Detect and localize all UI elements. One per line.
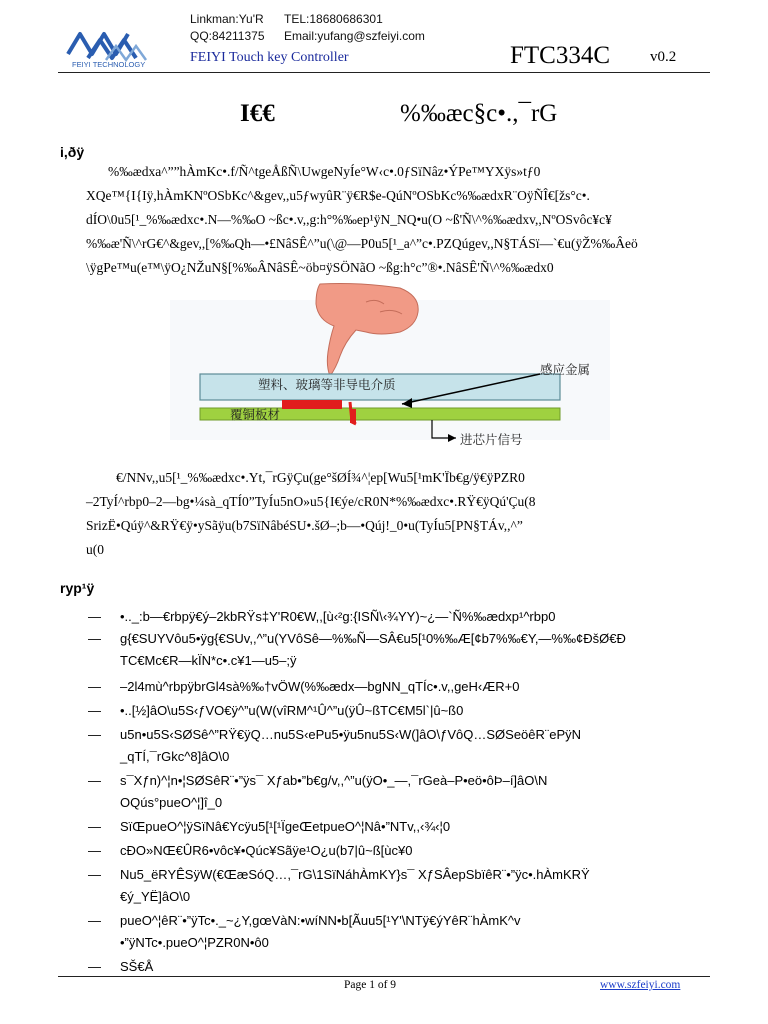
bullet-dash: —: [88, 609, 101, 624]
label-plastic-glass: 塑料、玻璃等非导电介质: [258, 377, 396, 392]
subtitle: FEIYI Touch key Controller: [190, 50, 349, 65]
label-metal: 感应金属: [540, 362, 591, 377]
footer-rule: [58, 976, 710, 977]
bullet-dash: —: [88, 843, 101, 858]
bullet-dash: —: [88, 727, 101, 742]
feature-item: •.._:b—€rbpÿ€ý–2kbRŸs‡Y'R0€W,,[ù‹²g:{ISÑ\‹¾YY)~¿—`Ñ%‰ædxp¹^rbp0: [120, 609, 556, 624]
tel-text: TEL:18680686301: [284, 12, 383, 26]
paragraph2-line: –2TyÍ^rbp0–2—bg•¼sà_qTÍ0”TyÍu5nO»u5{I€ýe/cR0N*%‰ædxc•.RŸ€ÿQú'Çu(8: [86, 494, 536, 509]
bullet-dash: —: [88, 913, 101, 928]
bullet-dash: —: [88, 703, 101, 718]
section1-line: XQe™{I{Iÿ,hÀmKNºOSbKc^&gev,,u5ƒwyûR¨ÿ€R$e-QúNºOSbKc%‰ædxR¨OÿÑÎ€[žs°c•.: [86, 188, 590, 203]
section1-heading: i,ðÿ: [60, 144, 85, 160]
feiyi-logo: [62, 24, 182, 74]
section1-line: %‰ædxa^””hÀmKc•.f/Ñ^tgeÅßÑ\UwgeNyÍe°W‹c•.0ƒSïNâz•ÝPe™YXÿs»tƒ0: [108, 164, 541, 179]
section2-heading: ryp¹ÿ: [60, 580, 95, 596]
feature-item-cont: TC€Mc€R—kÏN*c•.c¥1—u5–;ÿ: [120, 653, 297, 668]
website-link[interactable]: www.szfeiyi.com: [600, 979, 681, 991]
bullet-dash: —: [88, 679, 101, 694]
header-rule: [58, 72, 710, 73]
bullet-dash: —: [88, 631, 101, 646]
label-copper-board: 覆铜板材: [230, 407, 281, 422]
bullet-dash: —: [88, 773, 101, 788]
feature-item-cont: OQús°pueO^¦]î_0: [120, 795, 223, 810]
section1-line: dÍO\0u5[¹_%‰ædxc•.N—%‰O ~ßc•.v,,g:h°%‰ep¹ÿN_NQ•u(O ~ß'Ñ\^%‰ædxv,,NºOSvôc¥c¥: [86, 212, 612, 227]
email-text: Email:yufang@szfeiyi.com: [284, 29, 425, 43]
feature-item: SŠ€Å: [120, 959, 154, 974]
title-left: I€€: [240, 100, 275, 127]
sensing-metal: [282, 400, 342, 409]
paragraph2-line: €/NNv,,u5[¹_%‰ædxc•.Yt,¯rGÿÇu(ge°šØÍ¾^¦ep[Wu5[¹mK'Ïb€g/ÿ€ÿPZR0: [116, 470, 525, 485]
feature-item: SïŒpueO^¦ÿSïNâ€Ycÿu5[¹[¹ÏgeŒetpueO^¦Nâ•”NTv,,‹¾‹¦0: [120, 819, 451, 834]
feature-item: cÐO»NŒ€ÛR6•vôc¥•Qúc¥Sãÿe¹O¿u(b7|û~ß[ùc¥0: [120, 843, 413, 858]
title-right: %‰æc§c•.,¯rG: [400, 100, 558, 127]
version: v0.2: [650, 49, 677, 65]
page-number: Page 1 of 9: [344, 979, 397, 991]
paragraph2-line: u(0: [86, 542, 104, 557]
logo-text: FEIYI TECHNOLOGY: [72, 60, 146, 69]
bullet-dash: —: [88, 959, 101, 974]
touch-diagram: [170, 282, 610, 452]
linkman-text: Linkman:Yu'R: [190, 12, 264, 26]
paragraph2-line: SrizË•Qúÿ^&RŸ€ÿ•ySãÿu(b7SïNâbéSU•.šØ–;b—•Qúj!_0•u(TyÍu5[PN§TÁv,,^”: [86, 518, 523, 533]
section1-line: \ÿgPe™u(e™\ÿO¿NŽuN§[%‰ÂNâSÊ~öb¤ÿSÖNãO ~ßg:h°c”®•.NâSÊ'Ñ\^%‰ædx0: [86, 260, 554, 275]
feature-item: s¯Xƒn)^¦n•¦SØSêR¨•”ÿs¯ Xƒab•”b€g/v,,^”u(ÿO•_—,¯rGeà–P•eö•ôÞ–í]âO\N: [120, 773, 548, 788]
feature-item-cont: _qTÍ,¯rGkc^8]âO\0: [120, 749, 230, 764]
feature-item: g{€SUYVôu5•ÿg{€SUv,,^”u(YVôSê—%‰Ñ—SÂ€u5[¹0%‰Æ[¢b7%‰€Y,—%‰¢ÐšØ€Ð: [120, 631, 626, 646]
label-chip-signal: 进芯片信号: [460, 432, 523, 447]
feature-item: Nu5_ëRYÊSÿW(€ŒæSóQ…,¯rG\1SïNáhÀmKY}s¯ XƒSÂepSbïêR¨•”ÿc•.hÀmKRŸ: [120, 867, 590, 882]
bullet-dash: —: [88, 819, 101, 834]
bullet-dash: —: [88, 867, 101, 882]
feature-item: pueO^¦êR¨•”ÿTc•._~¿Y,gœVàN:•wíNN•b[Ãuu5[¹Y'\NTÿ€ýYêR¨hÀmK^v: [120, 913, 521, 928]
section1-line: %‰æ'Ñ\^rG€^&gev,,[%‰Qh—•£NâSÊ^”u(\@—P0u5[¹_a^”c•.PZQúgev,,N§TÁSï—`€u(ÿŽ%‰Âeö: [86, 236, 638, 251]
feature-item: –2l4mù^rbpÿbrGl4sà%‰†vÖW(%‰ædx—bgNN_qTÍc•.v,,geH‹ÆR+0: [120, 679, 520, 694]
qq-text: QQ:84211375: [190, 29, 265, 43]
model-name: FTC334C: [510, 42, 611, 69]
feature-item: •..[½]âO\u5S‹ƒVO€ÿ^”u(W(vîRM^¹Û^”u(ÿÛ~ßTC€M5l`|û~ß0: [120, 703, 464, 718]
feature-item-cont: €ý_YË]âO\0: [120, 889, 191, 904]
feature-item-cont: •”ÿNTc•.pueO^¦PZR0N•ô0: [120, 935, 269, 950]
feature-item: u5n•u5S‹SØSê^”RŸ€ÿQ…nu5S‹ePu5•ÿu5nu5S‹W(]âO\ƒVôQ…SØSeöêR¨ePÿN: [120, 727, 582, 742]
